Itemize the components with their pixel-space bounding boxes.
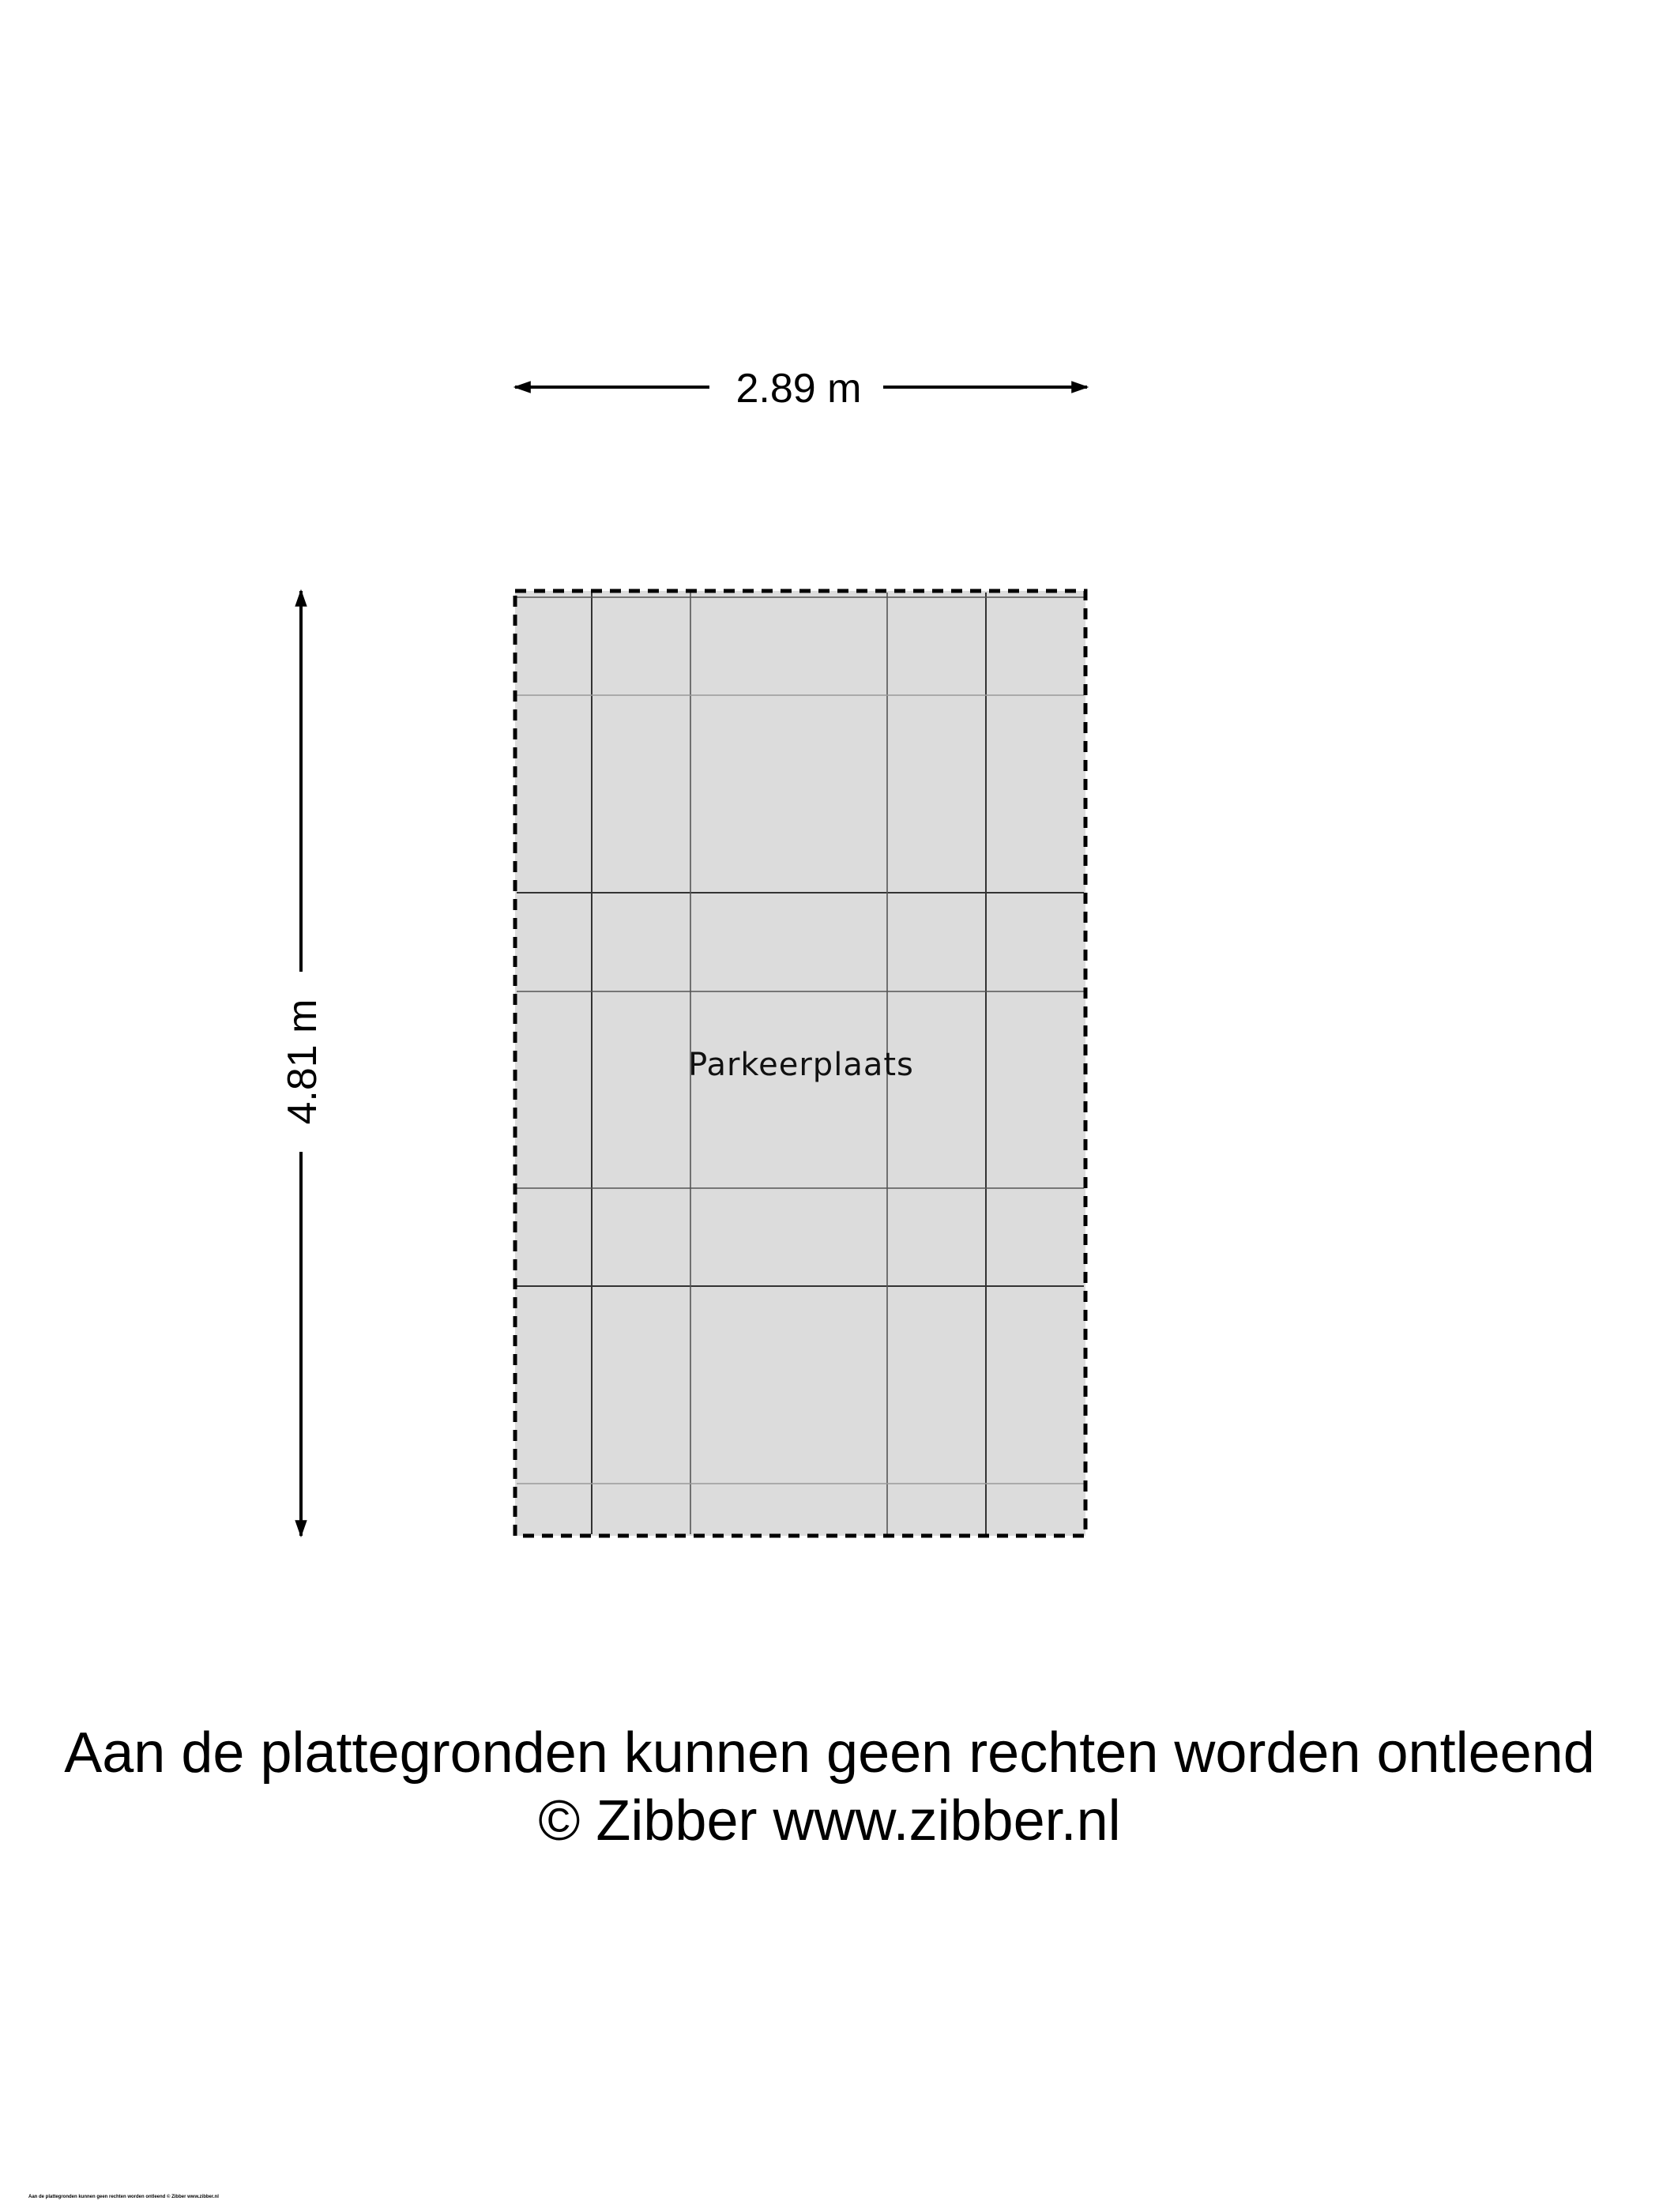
room-parkeerplaats	[515, 591, 1085, 1536]
height-dimension	[280, 591, 325, 1536]
room-label: Parkeerplaats	[688, 1047, 914, 1083]
width-dimension-label: 2.89 m	[735, 366, 862, 412]
height-dimension-label: 4.81 m	[280, 999, 325, 1125]
width-dimension	[515, 366, 1087, 412]
copyright-text: © Zibber www.zibber.nl	[538, 1789, 1121, 1853]
footer-disclaimer-small: Aan de plattegronden kunnen geen rechten worden ontleend © Zibber www.zibber.nl	[28, 2195, 219, 2199]
disclaimer-text: Aan de plattegronden kunnen geen rechten worden ontleend	[64, 1721, 1595, 1785]
